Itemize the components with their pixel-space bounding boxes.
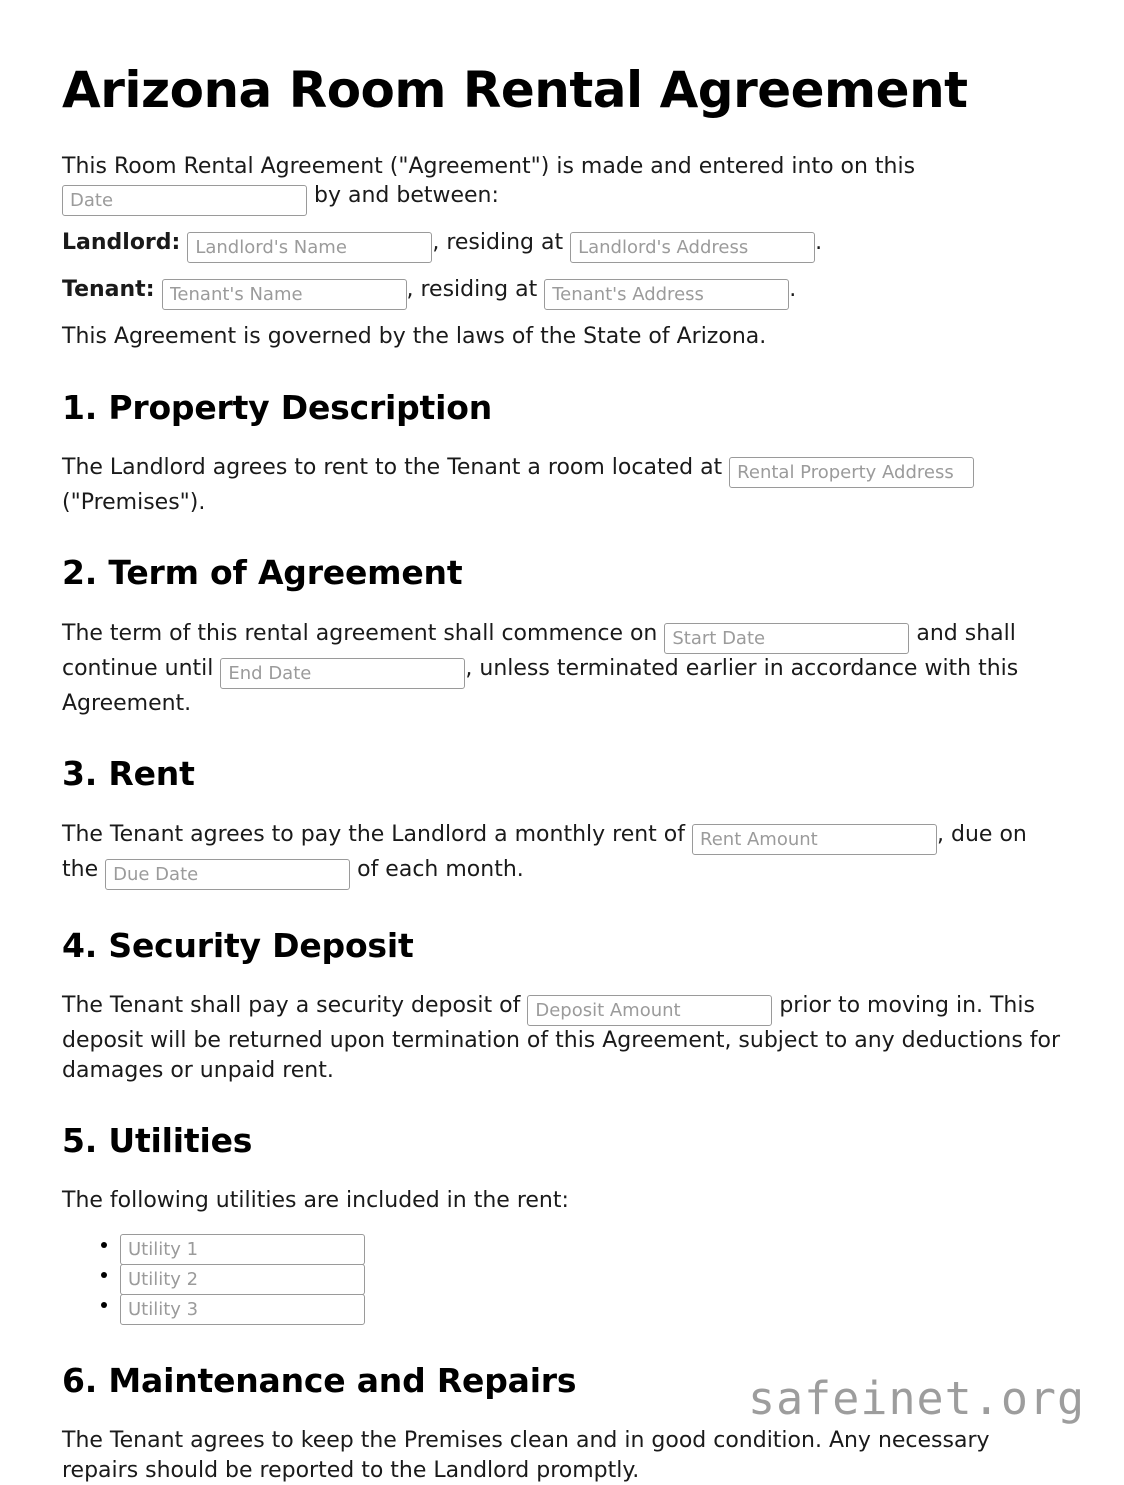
end-date-input[interactable] [220,658,465,689]
rental-property-address-input[interactable] [729,457,974,488]
section-property-description-body [62,453,1062,517]
landlord-name-input[interactable] [187,232,432,263]
deposit-text-2: prior to moving in. This deposit will be returned upon termination of this Agreement, subject to any deductions for damages or unpaid rent. [62,993,1061,1083]
site-watermark: safeinet.org [748,1372,1086,1425]
utility-2-input[interactable] [120,1264,365,1295]
section-term-body [62,619,1062,718]
section-rent-body [62,820,1062,890]
intro-text-after: by and between: [314,183,499,209]
rent-amount-input[interactable] [692,824,937,855]
landlord-row [62,228,1062,263]
section-security-deposit-body [62,991,1062,1085]
property-text-before: The Landlord agrees to rent to the Tenant a room located at [62,455,723,481]
utilities-list [62,1234,1062,1325]
due-date-input[interactable] [105,859,350,890]
landlord-address-input[interactable] [570,232,815,263]
intro-paragraph [62,152,1062,216]
landlord-label: Landlord: [62,230,181,256]
tenant-address-input[interactable] [544,279,789,310]
landlord-period: . [815,230,823,256]
list-item [120,1294,1062,1325]
rent-text-1: The Tenant agrees to pay the Landlord a monthly rent of [62,821,686,847]
rent-text-3: of each month. [357,856,524,882]
term-text-2: and shall continue until [62,620,1016,681]
section-heading-property-description: 1. Property Description [62,387,493,427]
section-heading-security-deposit: 4. Security Deposit [62,925,414,965]
section-maintenance-body: The Tenant agrees to keep the Premises clean and in good condition. Any necessary repairs should be reported to the Landlord promptly. [62,1428,990,1483]
property-text-after: ("Premises"). [62,490,206,516]
rent-text-2: , due on the [62,821,1027,882]
term-text-1: The term of this rental agreement shall commence on [62,620,658,646]
tenant-period: . [789,277,797,303]
tenant-label: Tenant: [62,277,155,303]
section-heading-maintenance-and-repairs: 6. Maintenance and Repairs [62,1360,577,1400]
utility-1-input[interactable] [120,1234,365,1265]
tenant-row [62,275,1062,310]
tenant-name-input[interactable] [162,279,407,310]
list-item [120,1234,1062,1265]
tenant-residing-text: , residing at [406,277,538,303]
landlord-residing-text: , residing at [432,230,564,256]
intro-text-before: This Room Rental Agreement ("Agreement") is made and entered into on this [62,154,916,179]
section-heading-utilities: 5. Utilities [62,1120,253,1160]
list-item [120,1264,1062,1295]
utilities-intro: The following utilities are included in the rent: [62,1188,569,1214]
governing-law-paragraph: This Agreement is governed by the laws of the State of Arizona. [62,324,767,350]
deposit-amount-input[interactable] [527,995,772,1026]
term-text-3: , unless terminated earlier in accordance with this Agreement. [62,655,1019,716]
section-heading-term-of-agreement: 2. Term of Agreement [62,553,463,593]
agreement-date-input[interactable] [62,185,307,216]
page-title: Arizona Room Rental Agreement [62,61,968,119]
start-date-input[interactable] [664,623,909,654]
section-heading-rent: 3. Rent [62,754,195,794]
utility-3-input[interactable] [120,1294,365,1325]
deposit-text-1: The Tenant shall pay a security deposit of [62,993,521,1019]
